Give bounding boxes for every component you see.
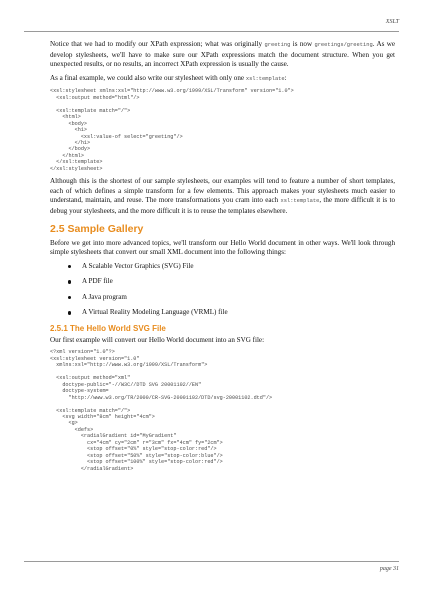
code-listing-stylesheet: <xsl:stylesheet xmlns:xsl="http://www.w3.org/1999/XSL/Transform" version="1.0"> <xsl:output method="html"/> <xsl:template match="/"> <html> <body> <h1> <xsl:value-of select="greeting"/> </h1> </body> </html> </xsl:template> </xsl:stylesheet> — [50, 88, 294, 172]
page-content — [50, 40, 395, 477]
paragraph-svg-intro: Our first example will convert our Hello World document into an SVG file: — [50, 335, 265, 344]
section-heading: 2.5 Sample Gallery — [50, 222, 144, 235]
paragraph-short-templates — [50, 177, 395, 216]
inline-code: greetings/greeting — [314, 42, 373, 48]
paragraph-xpath-note — [50, 40, 395, 70]
output-format-list — [50, 262, 395, 318]
inline-code: greeting — [264, 42, 291, 48]
paragraph-final-example — [50, 74, 395, 85]
header-rule — [24, 31, 399, 32]
code-listing-svg: <?xml version="1.0"?> <xsl:stylesheet version="1.0" xmlns:xsl="http://www.w3.org/1999/XSL/Transform"> <xsl:output method="xml" doctype-public="-//W3C//DTD SVG 20001102//EN" doctype-system= "http://www.w3.org/TR/2000/CR-SVG-20001102/DTD/svg-20001102.dtd"/> <xsl:template match="/"> <svg width="8cm" height="4cm"> <g> <defs> <radialGradient id="MyGradient" cx="4cm" cy="2cm" r="3cm" fx="4cm" fy="2cm"> <stop offset="0%" style="stop-color:red"/> <stop offset="50%" style="stop-color:blue"/> <stop offset="100%" style="stop-color:red"/> </radialGradient> — [50, 349, 273, 472]
list-item: A Virtual Reality Modeling Language (VRML) file — [68, 308, 395, 317]
running-header: XSLT — [385, 19, 399, 25]
text-run: is now — [290, 40, 315, 48]
text-run: : — [284, 73, 287, 82]
footer-rule — [24, 561, 399, 562]
inline-code: xsl:template — [280, 198, 320, 205]
text-run: , the more difficult it is to debug your stylesheets, and the more difficult it is to reuse the templates elsewhere. — [50, 196, 395, 216]
list-item: A Java program — [68, 293, 395, 302]
list-item: A Scalable Vector Graphics (SVG) File — [68, 262, 395, 271]
paragraph-gallery-intro: Before we get into more advanced topics, we'll transform our Hello World document in other ways. We'll look through simple stylesheets that convert our small XML document into the following things: — [50, 238, 395, 257]
text-run: Although this is the shortest of our sample stylesheets, our examples will tend to feature a number of short templates, each of which defines a simple transform for a few elements. This approach makes your stylesheets much easier to understand, maintain, and reuse. The more transformations you cram into each — [50, 177, 395, 205]
text-run: . As we develop stylesheets, we'll have to make sure our XPath expressions match the document structure. When you get unexpected results, or no results, an incorrect XPath expression is usually the cause. — [50, 40, 395, 69]
list-item: A PDF file — [68, 277, 395, 286]
page-number: page 31 — [379, 566, 399, 572]
text-run: As a final example, we could also write our stylesheet with only one — [50, 73, 246, 82]
text-run: Notice that we had to modify our XPath expression; what was originally — [50, 40, 265, 48]
inline-code: xsl:template — [245, 75, 285, 82]
subsection-heading: 2.5.1 The Hello World SVG File — [50, 323, 166, 333]
